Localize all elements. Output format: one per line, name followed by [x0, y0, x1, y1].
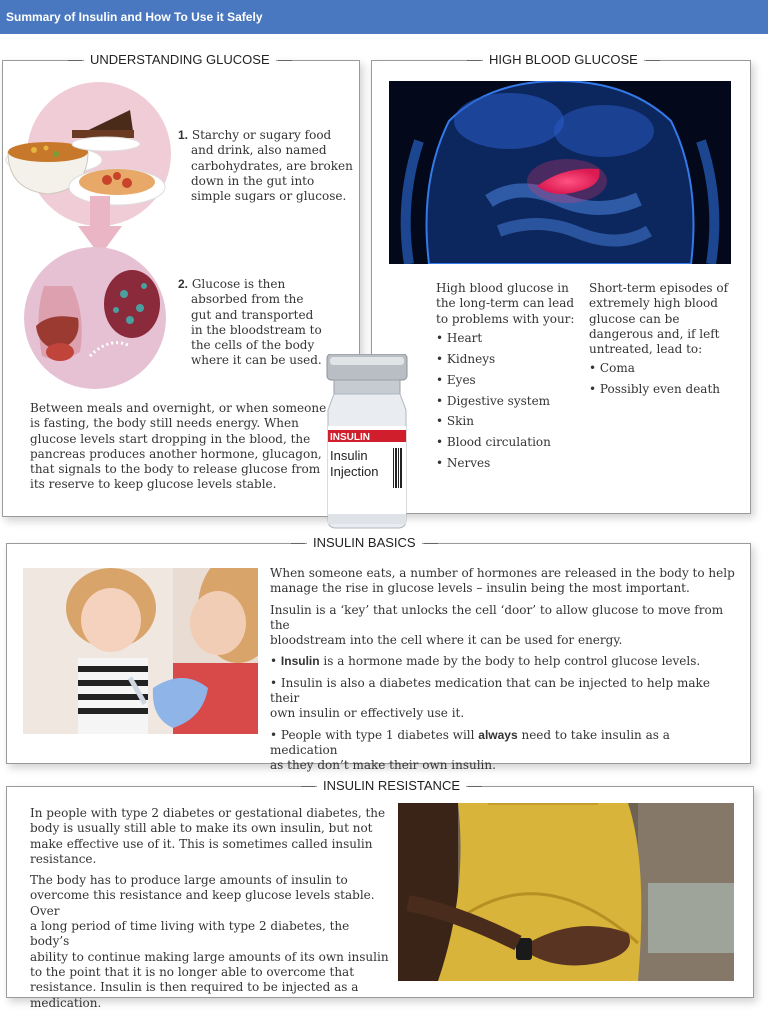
basics-bullet-2: • Insulin is also a diabetes medication that can be injected to help make their own insulin or effectively use it.	[270, 675, 710, 721]
basics-text	[270, 566, 740, 780]
basics-line: bloodstream into the cell where it can be used for energy.	[270, 633, 623, 648]
insulin-vial-image	[320, 354, 412, 530]
resistance-line: medication.	[30, 995, 102, 1010]
para-line: glucose levels start dropping in the blood, the	[30, 431, 311, 446]
digestion-illustration	[20, 246, 170, 391]
para-line: pancreas produces another hormone, glucagon,	[30, 446, 322, 461]
list-item: • Kidneys	[436, 352, 586, 367]
step1-line: carbohydrates, are broken	[191, 158, 353, 173]
resistance-line: The body has to produce large amounts of insulin to	[30, 873, 348, 888]
basics-paragraph-1	[270, 566, 740, 597]
step1-line: simple sugars or glucose.	[191, 189, 347, 204]
step1-number: 1.	[178, 128, 189, 142]
step2-line: absorbed from the	[191, 292, 304, 307]
vial-label-line2: Injection	[330, 464, 379, 479]
resistance-line: ability to continue making large amounts of its own insulin	[30, 949, 389, 964]
short-term-line: extremely high blood	[589, 296, 718, 311]
basics-bullet-text: is a hormone made by the body to help control glucose levels.	[319, 654, 701, 669]
basics-line: Insulin is also a diabetes medication that can be injected to help make their	[270, 675, 710, 706]
long-term-line: the long-term can lead	[436, 296, 575, 311]
child-glucose-test-photo	[23, 568, 258, 734]
resistance-paragraph-2	[30, 873, 390, 1011]
basics-bullet-1: • Insulin is a hormone made by the body to help control glucose levels.	[270, 654, 701, 669]
list-item: • Coma	[589, 361, 739, 376]
resistance-line: to the point that it is no longer able to overcome that	[30, 964, 355, 979]
list-item: • Blood circulation	[436, 435, 586, 450]
pancreas-xray-image	[389, 81, 731, 264]
basics-line: When someone eats, a number of hormones are released in the body to help	[270, 566, 735, 580]
short-term-line: Short-term episodes of	[589, 281, 729, 295]
insulin-basics-title: INSULIN BASICS	[307, 535, 422, 550]
resistance-line: make effective use of it. This is sometimes called insulin	[30, 836, 373, 851]
list-item: • Possibly even death	[589, 382, 739, 397]
para-line: Between meals and overnight, or when someone	[30, 401, 327, 415]
resistance-line: resistance.	[30, 851, 97, 866]
short-term-list	[589, 361, 739, 397]
long-term-line: High blood glucose in	[436, 281, 569, 295]
vial-label-line1: Insulin	[330, 448, 368, 463]
step1-line: Starchy or sugary food	[191, 128, 332, 142]
para-line: is fasting, the body still needs energy. When	[30, 416, 299, 431]
long-term-list	[436, 331, 586, 472]
step1-text	[178, 128, 356, 204]
list-item: • Skin	[436, 414, 586, 429]
step1-line: down in the gut into	[191, 173, 315, 188]
para-line: its reserve to keep glucose levels stable.	[30, 477, 277, 492]
step1-line: and drink, also named	[191, 143, 327, 158]
step2-line: in the bloodstream to	[191, 322, 322, 337]
resistance-paragraph-1	[30, 806, 390, 867]
resistance-line: resistance. Insulin is then required to be injected as a	[30, 980, 359, 995]
step2-line: the cells of the body	[191, 338, 315, 353]
list-item: • Digestive system	[436, 394, 586, 409]
basics-bullet-text: need to take insulin as a medication	[270, 727, 670, 757]
step2-line: Glucose is then	[191, 277, 286, 291]
basics-paragraph-2	[270, 603, 740, 649]
header-bar	[0, 0, 768, 34]
para-line: that signals to the body to release glucose from	[30, 462, 321, 477]
step2-line: gut and transported	[191, 307, 314, 322]
list-item: • Heart	[436, 331, 586, 346]
short-term-column	[589, 281, 739, 403]
vial-band-label: INSULIN	[330, 432, 370, 443]
list-item: • Nerves	[436, 456, 586, 471]
list-item: • Eyes	[436, 373, 586, 388]
basics-line: as they don’t make their own insulin.	[270, 758, 496, 773]
basics-line: Insulin is a ‘key’ that unlocks the cell ‘door’ to allow glucose to move from the	[270, 602, 724, 632]
page-title: Summary of Insulin and How To Use it Safely	[6, 10, 263, 24]
resistance-line: overcome this resistance and keep glucose levels stable. Over	[30, 888, 375, 918]
long-term-column	[436, 281, 586, 477]
pregnant-woman-photo	[398, 803, 734, 981]
short-term-line: glucose can be	[589, 311, 680, 326]
step2-line: where it can be used.	[191, 353, 322, 368]
basics-line: manage the rise in glucose levels – insulin being the most important.	[270, 581, 690, 596]
resistance-line: body is usually still able to make its own insulin, but not	[30, 821, 373, 836]
short-term-line: dangerous and, if left	[589, 326, 720, 341]
glucagon-paragraph	[30, 401, 330, 493]
insulin-resistance-title: INSULIN RESISTANCE	[317, 778, 466, 793]
understanding-glucose-title: UNDERSTANDING GLUCOSE	[84, 52, 276, 67]
resistance-line: a long period of time living with type 2 diabetes, the body’s	[30, 919, 350, 949]
high-blood-glucose-title: HIGH BLOOD GLUCOSE	[483, 52, 644, 67]
basics-bullet-text: People with type 1 diabetes will	[280, 727, 479, 742]
always-bold: always	[478, 727, 518, 742]
long-term-line: to problems with your:	[436, 311, 575, 326]
insulin-bold: Insulin	[280, 654, 320, 669]
basics-bullet-3: • People with type 1 diabetes will always need to take insulin as a medication as they don’t make their own insulin.	[270, 727, 670, 773]
short-term-line: untreated, lead to:	[589, 342, 703, 357]
resistance-line: In people with type 2 diabetes or gestational diabetes, the	[30, 806, 386, 820]
resistance-text	[30, 806, 390, 1017]
basics-line: own insulin or effectively use it.	[270, 706, 465, 721]
step2-number: 2.	[178, 277, 189, 291]
